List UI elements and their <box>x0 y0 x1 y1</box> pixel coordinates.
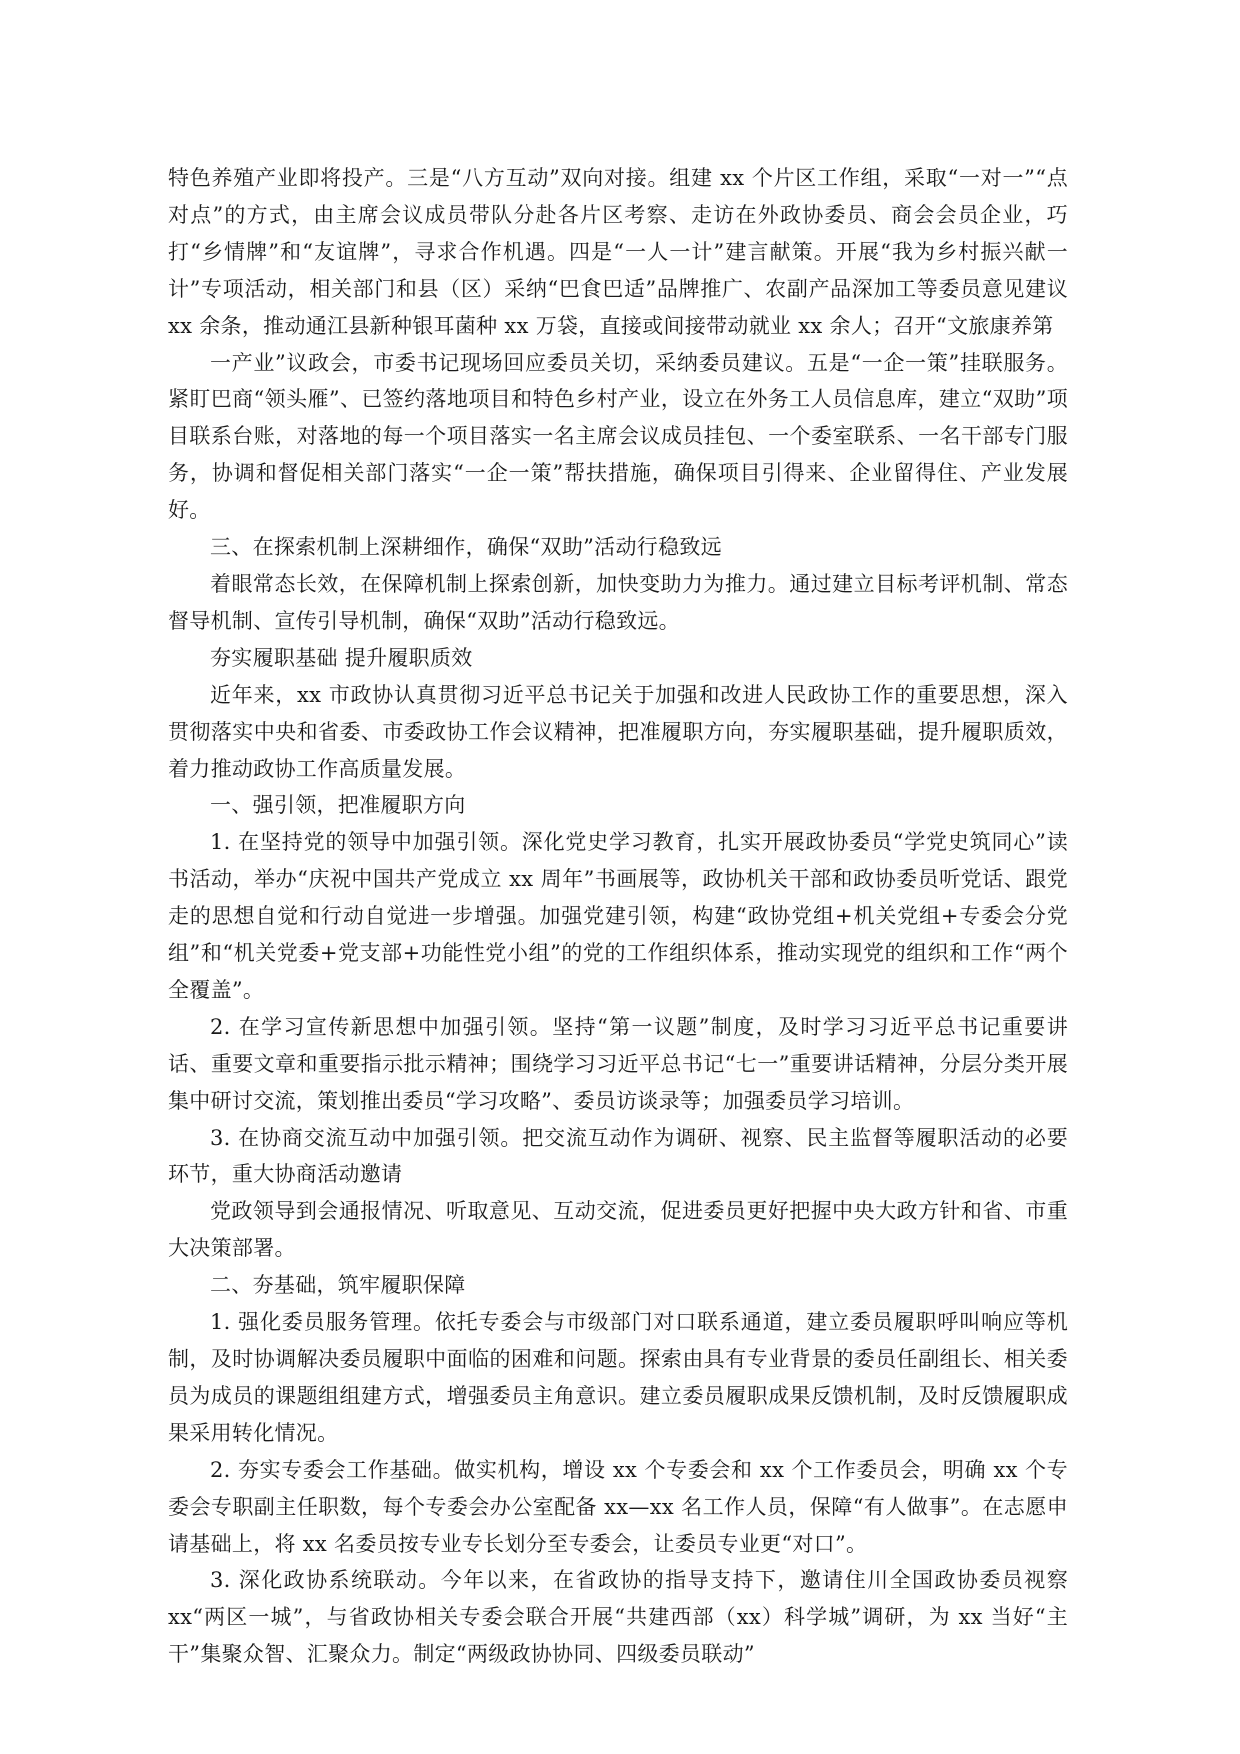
paragraph-1-1: 1. 在坚持党的领导中加强引领。深化党史学习教育，扎实开展政协委员“学党史筑同心”读书活动，举办“庆祝中国共产党成立 xx 周年”书画展等，政协机关干部和政协委员听党话、跟党走的思想自觉和行动自觉进一步增强。加强党建引领，构建“政协党组+机关党组+专委会分党组”和“机关党委+党支部+功能性党小组”的党的工作组织体系，推动实现党的组织和工作“两个全覆盖”。 <box>168 830 1068 1002</box>
paragraph-2-3: 3. 深化政协系统联动。今年以来，在省政协的指导支持下，邀请住川全国政协委员视察 xx“两区一城”，与省政协相关专委会联合开展“共建西部（xx）科学城”调研，为 xx 当好“主干”集聚众智、汇聚众力。制定“两级政协协同、四级委员联动” <box>168 1568 1068 1667</box>
section-heading-3: 三、在探索机制上深耕细作，确保“双助”活动行稳致远 <box>210 535 722 560</box>
paragraph-2-2: 2. 夯实专委会工作基础。做实机构，增设 xx 个专委会和 xx 个工作委员会，明确 xx 个专委会专职副主任职数，每个专委会办公室配备 xx—xx 名工作人员，保障“有人做事”。在志愿申请基础上，将 xx 名委员按专业专长划分至专委会，让委员专业更“对口”。 <box>168 1457 1068 1556</box>
section-heading-2: 二、夯基础，筑牢履职保障 <box>210 1273 466 1298</box>
document-page <box>168 160 1068 1673</box>
paragraph-intro: 近年来，xx 市政协认真贯彻习近平总书记关于加强和改进人民政协工作的重要思想，深入贯彻落实中央和省委、市委政协工作会议精神，把准履职方向，夯实履职基础，提升履职质效，着力推动政协工作高质量发展。 <box>168 682 1068 781</box>
paragraph-1-3: 3. 在协商交流互动中加强引领。把交流互动作为调研、视察、民主监督等履职活动的必要环节，重大协商活动邀请 <box>168 1125 1068 1187</box>
paragraph-2: 一产业”议政会，市委书记现场回应委员关切，采纳委员建议。五是“一企一策”挂联服务。紧盯巴商“领头雁”、已签约落地项目和特色乡村产业，设立在外务工人员信息库，建立“双助”项目联系台账，对落地的每一个项目落实一名主席会议成员挂包、一个委室联系、一名干部专门服务，协调和督促相关部门落实“一企一策”帮扶措施，确保项目引得来、企业留得住、产业发展好。 <box>168 350 1068 523</box>
paragraph-2-1: 1. 强化委员服务管理。依托专委会与市级部门对口联系通道，建立委员履职呼叫响应等机制，及时协调解决委员履职中面临的困难和问题。探索由具有专业背景的委员任副组长、相关委员为成员的课题组组建方式，增强委员主角意识。建立委员履职成果反馈机制，及时反馈履职成果采用转化情况。 <box>168 1310 1068 1445</box>
paragraph-4: 着眼常态长效，在保障机制上探索创新，加快变助力为推力。通过建立目标考评机制、常态督导机制、宣传引导机制，确保“双助”活动行稳致远。 <box>168 571 1068 633</box>
paragraph-1: 特色养殖产业即将投产。三是“八方互动”双向对接。组建 xx 个片区工作组，采取“一对一”“点对点”的方式，由主席会议成员带队分赴各片区考察、走访在外政协委员、商会会员企业，巧打“乡情牌”和“友谊牌”，寻求合作机遇。四是“一人一计”建言献策。开展“我为乡村振兴献一计”专项活动，相关部门和县（区）采纳“巴食巴适”品牌推广、农副产品深加工等委员意见建议 xx 余条，推动通江县新种银耳菌种 xx 万袋，直接或间接带动就业 xx 余人；召开“文旅康养第 <box>168 166 1068 338</box>
paragraph-1-3-continued: 党政领导到会通报情况、听取意见、互动交流，促进委员更好把握中央大政方针和省、市重大决策部署。 <box>168 1199 1068 1261</box>
section-heading-1: 一、强引领，把准履职方向 <box>210 793 466 818</box>
paragraph-1-2: 2. 在学习宣传新思想中加强引领。坚持“第一议题”制度，及时学习习近平总书记重要讲话、重要文章和重要指示批示精神；围绕学习习近平总书记“七一”重要讲话精神，分层分类开展集中研讨交流，策划推出委员“学习攻略”、委员访谈录等；加强委员学习培训。 <box>168 1014 1068 1113</box>
article-title: 夯实履职基础 提升履职质效 <box>210 645 473 670</box>
